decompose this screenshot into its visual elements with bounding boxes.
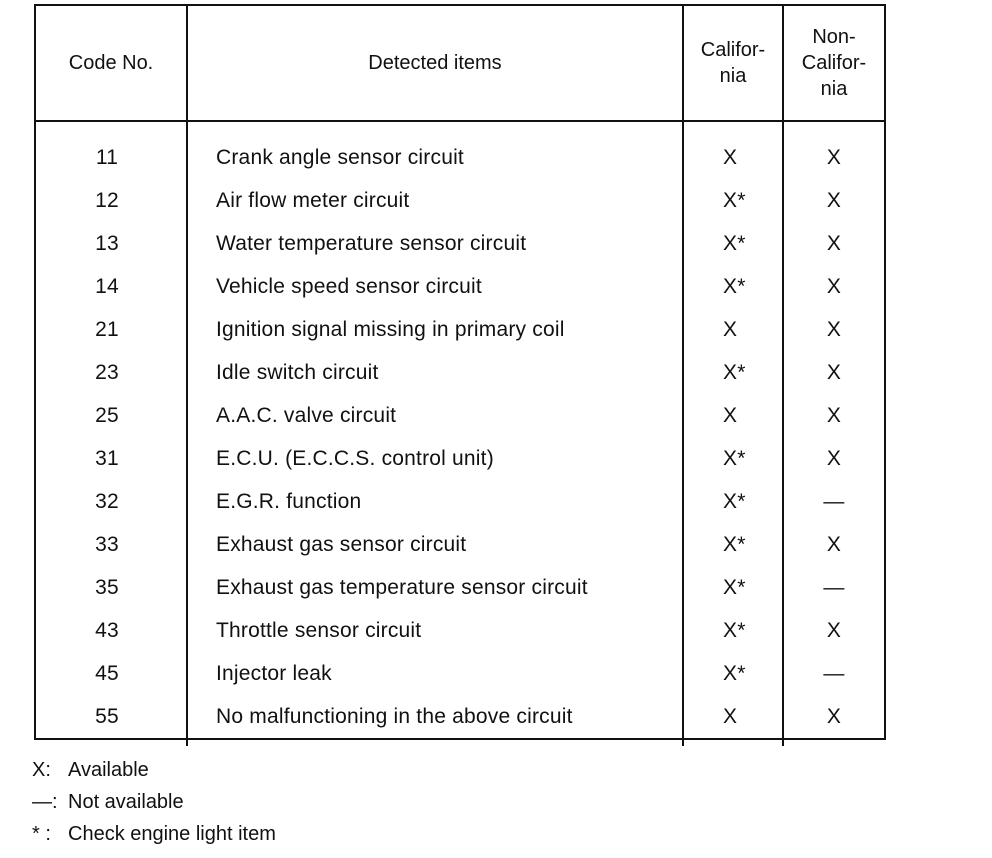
non-california-cell-text: X (826, 704, 842, 728)
california-cell-text: X* (723, 489, 746, 513)
legend-text: Not available (68, 791, 184, 813)
legend-symbol: —: (32, 791, 58, 813)
legend-item (32, 754, 276, 786)
non-california-cell (783, 394, 884, 437)
detected-item-cell-text: Vehicle speed sensor circuit (216, 274, 482, 298)
code-number-cell (36, 351, 187, 394)
non-california-cell-text: — (823, 575, 845, 599)
table-row (36, 609, 884, 652)
table-row (36, 222, 884, 265)
detected-item-cell-text: Throttle sensor circuit (216, 618, 422, 642)
code-number-cell (36, 308, 187, 351)
non-california-cell (783, 351, 884, 394)
legend-symbol: * : (32, 823, 51, 845)
california-cell-text: X* (723, 575, 746, 599)
table-row (36, 308, 884, 351)
non-california-cell-text: X (826, 360, 842, 384)
detected-item-cell-text: Ignition signal missing in primary coil (216, 317, 565, 341)
non-california-cell-text: X (826, 618, 842, 642)
california-cell-text: X* (723, 446, 746, 470)
non-california-cell (783, 121, 884, 179)
california-cell (683, 652, 783, 695)
code-number-cell (36, 480, 187, 523)
detected-item-cell (187, 609, 683, 652)
california-cell (683, 523, 783, 566)
california-cell (683, 480, 783, 523)
legend (32, 754, 276, 850)
california-cell-text: X (723, 704, 738, 728)
table-row (36, 394, 884, 437)
code-number-cell-text: 45 (95, 661, 119, 685)
california-cell-text: X* (723, 188, 746, 212)
header-non-california-line: Non- (812, 26, 856, 48)
california-cell-text: X (723, 145, 738, 169)
non-california-cell (783, 265, 884, 308)
non-california-cell (783, 179, 884, 222)
california-cell (683, 609, 783, 652)
code-number-cell-text: 33 (95, 532, 119, 556)
table-row (36, 265, 884, 308)
non-california-cell (783, 695, 884, 746)
non-california-cell-text: X (826, 145, 842, 169)
header-detected-items: Detected items (187, 6, 683, 121)
detected-item-cell (187, 351, 683, 394)
california-cell-text: X* (723, 231, 746, 255)
code-number-cell-text: 43 (95, 618, 119, 642)
non-california-cell-text: X (826, 231, 842, 255)
california-cell (683, 179, 783, 222)
legend-item (32, 818, 276, 850)
table-header-row (36, 6, 884, 121)
table-row (36, 652, 884, 695)
code-number-cell (36, 523, 187, 566)
california-cell-text: X (723, 317, 738, 341)
header-california (683, 6, 783, 121)
code-number-cell (36, 695, 187, 746)
detected-item-cell (187, 222, 683, 265)
california-cell-text: X (723, 403, 738, 427)
code-number-cell-text: 12 (95, 188, 119, 212)
code-number-cell (36, 222, 187, 265)
detected-item-cell-text: Crank angle sensor circuit (216, 145, 464, 169)
non-california-cell (783, 566, 884, 609)
detected-item-cell-text: Air flow meter circuit (216, 188, 410, 212)
code-number-cell (36, 121, 187, 179)
detected-item-cell (187, 308, 683, 351)
header-california-line: nia (719, 65, 747, 87)
california-cell (683, 695, 783, 746)
non-california-cell (783, 308, 884, 351)
detected-item-cell (187, 652, 683, 695)
self-diagnosis-code-table (34, 4, 886, 740)
detected-item-cell (187, 265, 683, 308)
non-california-cell (783, 222, 884, 265)
code-number-cell-text: 35 (95, 575, 119, 599)
code-number-cell-text: 14 (95, 274, 119, 298)
detected-item-cell-text: A.A.C. valve circuit (216, 403, 397, 427)
detected-item-cell (187, 480, 683, 523)
code-number-cell-text: 21 (95, 317, 119, 341)
detected-item-cell-text: Exhaust gas sensor circuit (216, 532, 467, 556)
non-california-cell-text: — (823, 661, 845, 685)
code-number-cell (36, 437, 187, 480)
table-body (36, 121, 884, 746)
legend-text: Check engine light item (68, 823, 276, 845)
non-california-cell-text: X (826, 403, 842, 427)
non-california-cell-text: X (826, 188, 842, 212)
table-row (36, 179, 884, 222)
non-california-cell (783, 652, 884, 695)
california-cell (683, 222, 783, 265)
header-non-california-line: Califor- (801, 52, 867, 74)
detected-item-cell-text: E.G.R. function (216, 489, 362, 513)
california-cell-text: X* (723, 618, 746, 642)
table-row (36, 566, 884, 609)
detected-item-cell (187, 179, 683, 222)
code-table (36, 6, 884, 746)
legend-symbol: X: (32, 759, 51, 781)
california-cell (683, 351, 783, 394)
california-cell-text: X* (723, 532, 746, 556)
code-number-cell-text: 11 (95, 145, 119, 169)
non-california-cell-text: X (826, 532, 842, 556)
non-california-cell-text: — (823, 489, 845, 513)
header-non-california-line: nia (820, 78, 848, 100)
detected-item-cell (187, 695, 683, 746)
non-california-cell (783, 480, 884, 523)
non-california-cell (783, 437, 884, 480)
table-row (36, 695, 884, 746)
table-row (36, 121, 884, 179)
code-number-cell (36, 609, 187, 652)
california-cell (683, 394, 783, 437)
detected-item-cell-text: No malfunctioning in the above circuit (216, 704, 573, 728)
non-california-cell-text: X (826, 446, 842, 470)
table-row (36, 523, 884, 566)
table-row (36, 351, 884, 394)
detected-item-cell (187, 437, 683, 480)
california-cell (683, 121, 783, 179)
code-number-cell (36, 394, 187, 437)
detected-item-cell-text: Water temperature sensor circuit (216, 231, 527, 255)
table-row (36, 437, 884, 480)
table-row (36, 480, 884, 523)
detected-item-cell-text: Exhaust gas temperature sensor circuit (216, 575, 588, 599)
california-cell (683, 265, 783, 308)
non-california-cell-text: X (826, 274, 842, 298)
detected-item-cell (187, 566, 683, 609)
header-california-line: Califor- (700, 39, 766, 61)
california-cell (683, 308, 783, 351)
non-california-cell (783, 609, 884, 652)
header-code-no: Code No. (36, 6, 187, 121)
code-number-cell (36, 652, 187, 695)
california-cell (683, 566, 783, 609)
code-number-cell (36, 179, 187, 222)
detected-item-cell-text: E.C.U. (E.C.C.S. control unit) (216, 446, 494, 470)
detected-item-cell (187, 523, 683, 566)
code-number-cell (36, 566, 187, 609)
code-number-cell-text: 31 (95, 446, 119, 470)
california-cell-text: X* (723, 661, 746, 685)
california-cell-text: X* (723, 360, 746, 384)
detected-item-cell (187, 121, 683, 179)
california-cell-text: X* (723, 274, 746, 298)
non-california-cell (783, 523, 884, 566)
code-number-cell (36, 265, 187, 308)
detected-item-cell-text: Injector leak (216, 661, 332, 685)
code-number-cell-text: 13 (95, 231, 119, 255)
non-california-cell-text: X (826, 317, 842, 341)
detected-item-cell (187, 394, 683, 437)
detected-item-cell-text: Idle switch circuit (216, 360, 379, 384)
code-number-cell-text: 32 (95, 489, 119, 513)
california-cell (683, 437, 783, 480)
legend-text: Available (68, 759, 149, 781)
code-number-cell-text: 23 (95, 360, 119, 384)
legend-item (32, 786, 276, 818)
header-non-california (783, 6, 884, 121)
code-number-cell-text: 25 (95, 403, 119, 427)
code-number-cell-text: 55 (95, 704, 119, 728)
